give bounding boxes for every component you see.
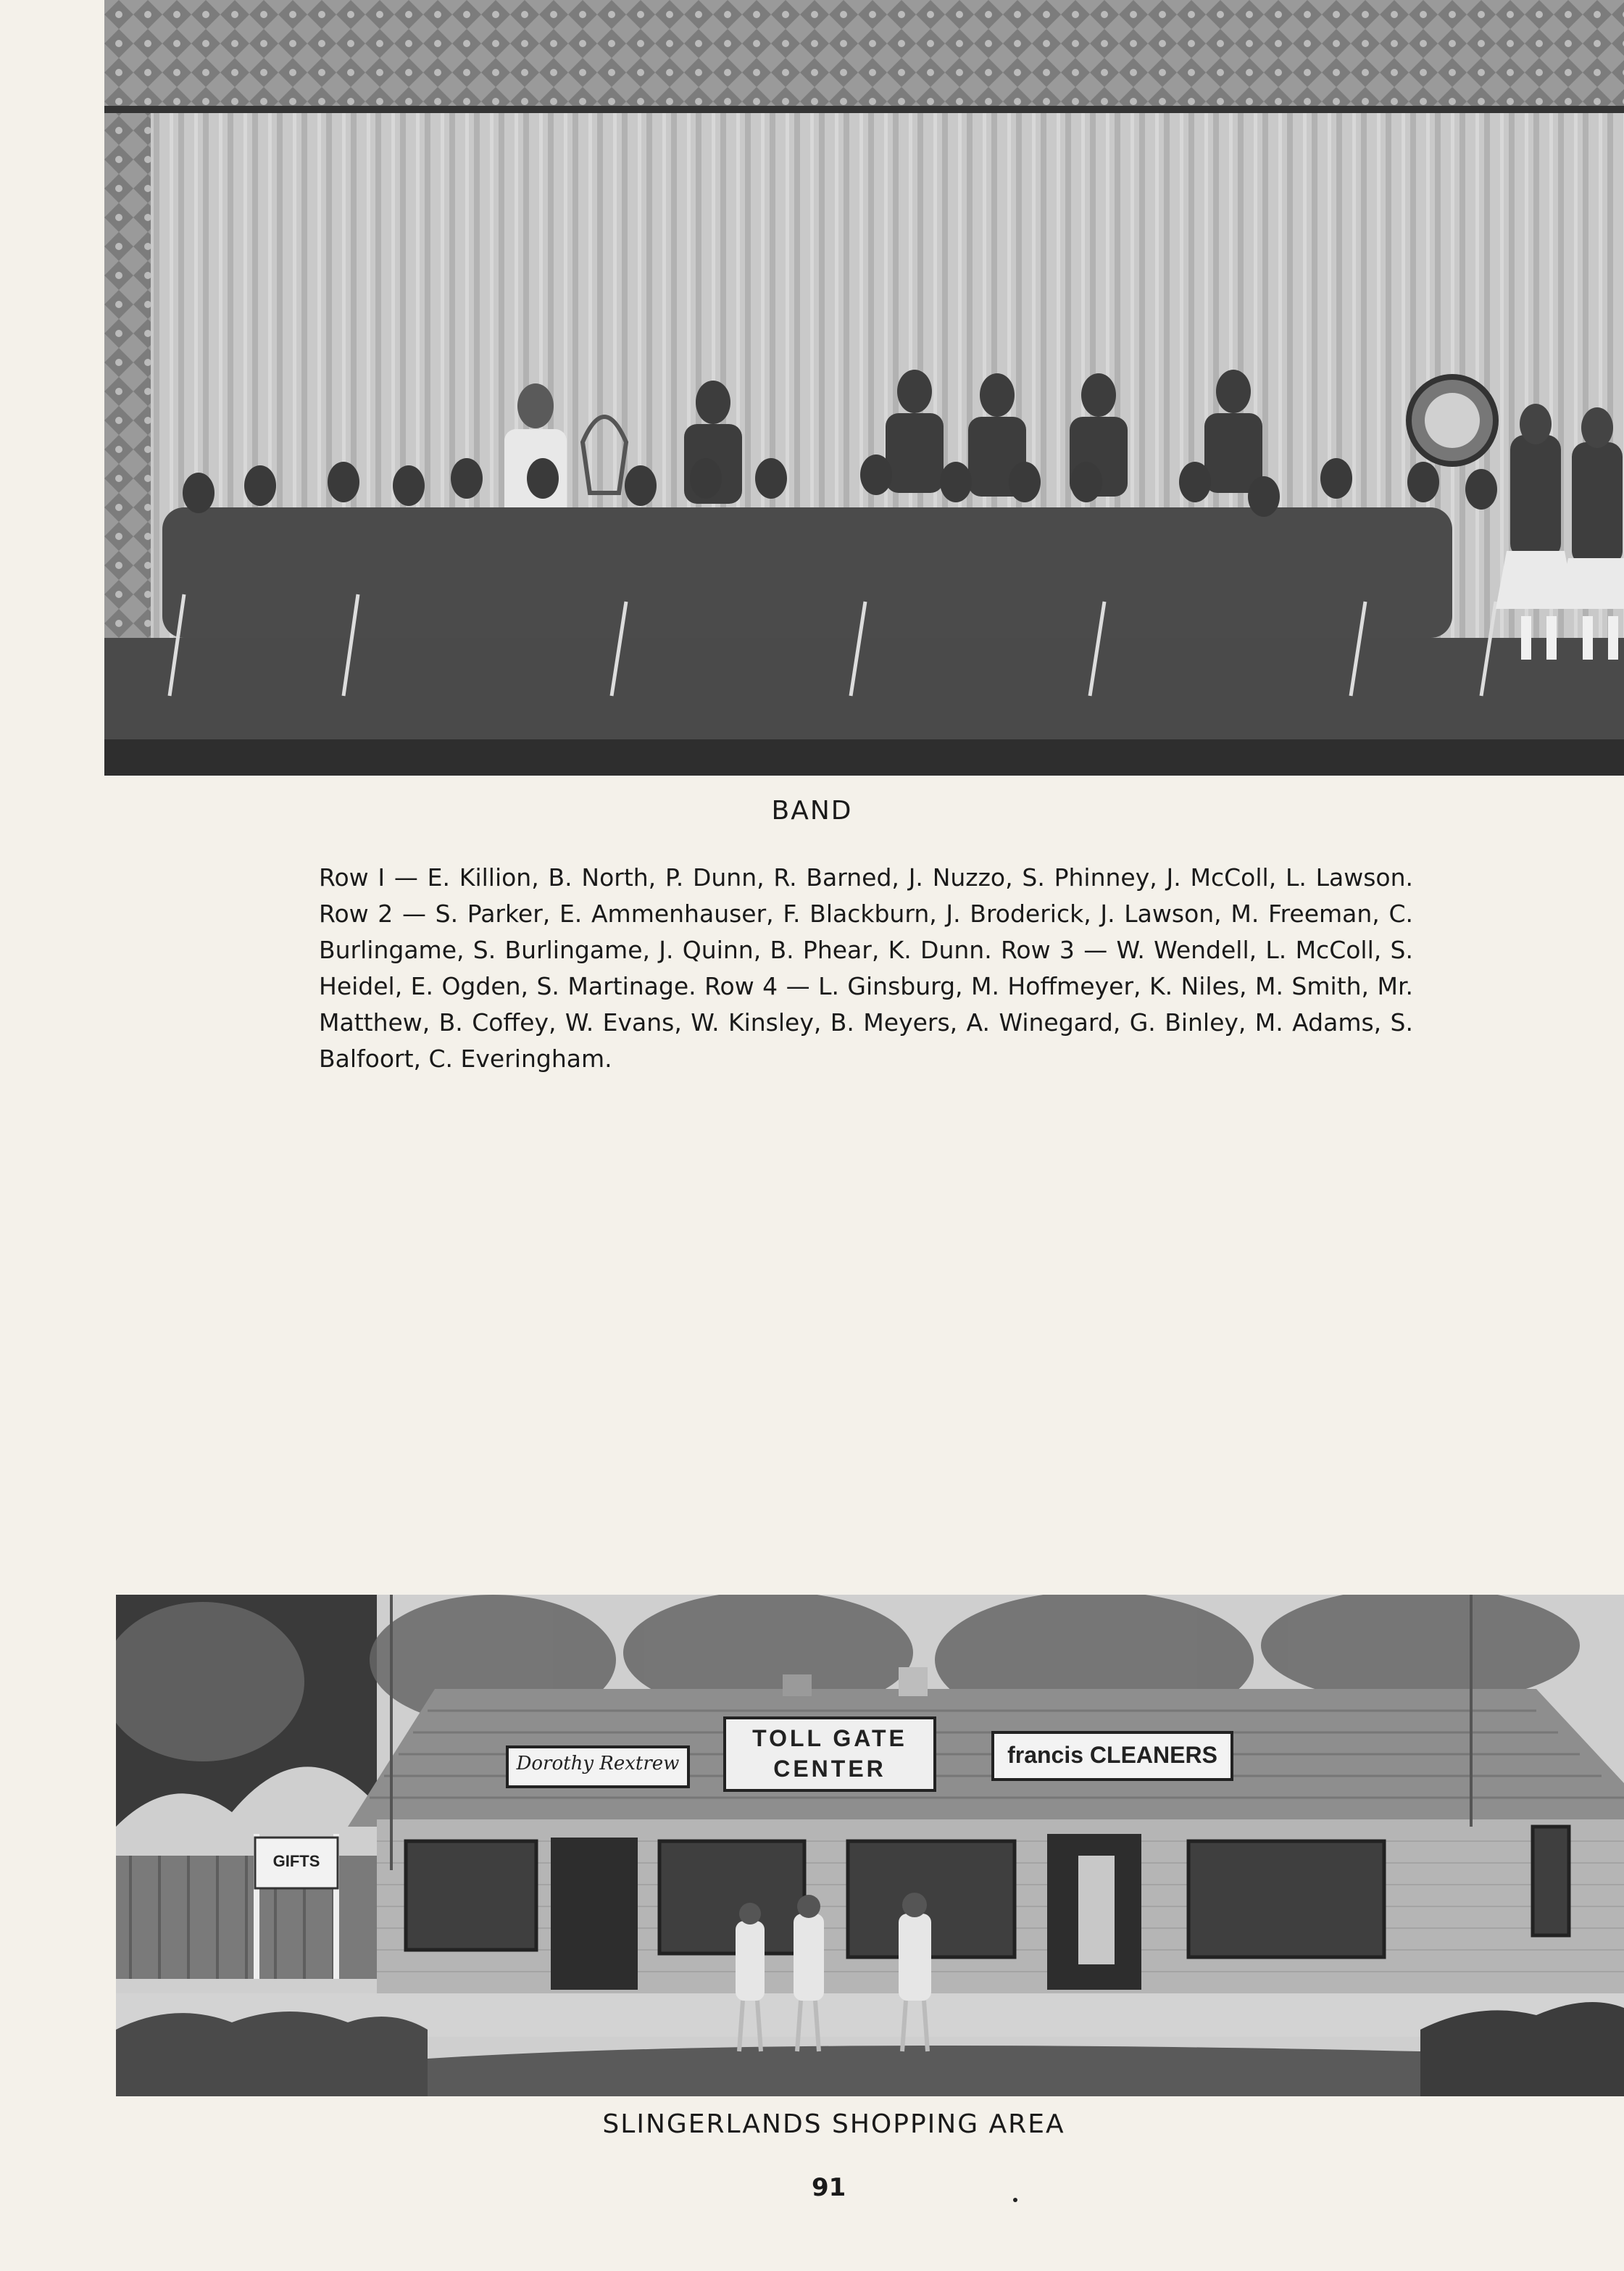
shopping-area-photo xyxy=(116,1595,1624,2096)
band-member-names: Row I — E. Killion, B. North, P. Dunn, R. Barned, J. Nuzzo, S. Phinney, J. McColl, L. Lawson. Row 2 — S. Parker, E. Ammenhauser, F. Blackburn, J. Broderick, J. Lawson, M. Freeman, C. Burlingame, S. Burlingame, J. Quinn, B. Phear, K. Dunn. Row 3 — W. Wendell, L. McColl, S. Heidel, E. Ogden, S. Martinage. Row 4 — L. Ginsburg, M. Hoffmeyer, K. Niles, M. Smith, Mr. Matthew, B. Coffey, W. Evans, W. Kinsley, B. Meyers, A. Winegard, G. Binley, M. Adams, S. Balfoort, C. Everingham. xyxy=(319,863,1413,1073)
band-caption: BAND xyxy=(771,796,853,826)
band-photo xyxy=(104,0,1624,776)
sign-francis-cleaners: francis CLEANERS xyxy=(1007,1742,1217,1768)
sign-toll-gate: TOLL GATE xyxy=(752,1725,907,1751)
sign-gifts: GIFTS xyxy=(272,1852,320,1870)
shopping-area-caption: SLINGERLANDS SHOPPING AREA xyxy=(602,2109,1065,2139)
sign-dorothy-rextrew: Dorothy Rextrew xyxy=(516,1753,680,1774)
page-number: 91 xyxy=(812,2173,846,2202)
decorative-dot xyxy=(1013,2198,1017,2202)
sign-center: CENTER xyxy=(773,1756,886,1782)
